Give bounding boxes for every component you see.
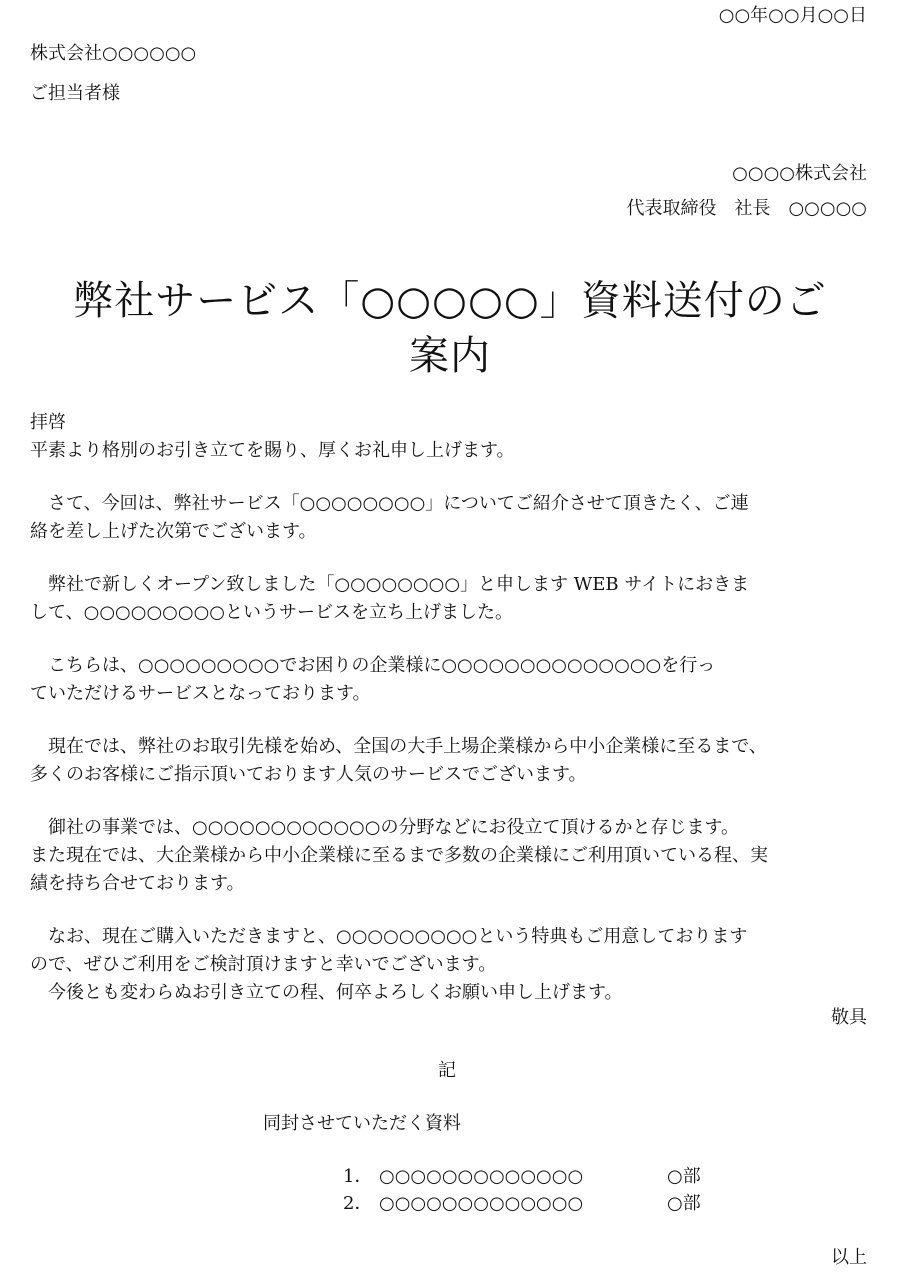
sender-company: ○○○○株式会社 bbox=[732, 163, 867, 184]
recipient-person: ご担当者様 bbox=[30, 83, 120, 104]
opening-salutation bbox=[30, 409, 872, 465]
paragraph-line: なお、現在ご購入いただきますと、○○○○○○○○○という特典もご用意しております bbox=[30, 926, 748, 947]
opening-greeting: 平素より格別のお引き立てを賜り、厚くお礼申し上げます。 bbox=[30, 440, 515, 461]
paragraph-line: 今後とも変わらぬお引き立ての程、何卒よろしくお願い申し上げます。 bbox=[30, 982, 623, 1003]
paragraph-4 bbox=[30, 733, 872, 789]
sender-representative: 代表取締役 社長 ○○○○○ bbox=[626, 198, 867, 219]
enclosure-item-number: 1． bbox=[343, 1166, 373, 1187]
paragraph-line: ので、ぜひご利用をご検討頂けますと幸いでございます。 bbox=[30, 954, 497, 975]
paragraph-line: 多くのお客様にご指示頂いております人気のサービスでございます。 bbox=[30, 764, 587, 785]
closing-keigu: 敬具 bbox=[831, 1007, 867, 1028]
paragraph-1 bbox=[30, 490, 872, 546]
paragraph-line: 現在では、弊社のお取引先様を始め、全国の大手上場企業様から中小企業様に至るまで、 bbox=[30, 736, 767, 757]
enclosure-item-quantity: ○部 bbox=[667, 1166, 701, 1187]
paragraph-line: また現在では、大企業様から中小企業様に至るまで多数の企業様にご利用頂いている程、実 bbox=[30, 845, 768, 866]
enclosure-item bbox=[343, 1163, 701, 1191]
letter-title-line1: 弊社サービス「○○○○○」資料送付のご bbox=[73, 278, 827, 324]
paragraph-line: 絡を差し上げた次第でございます。 bbox=[30, 521, 317, 542]
enclosure-item-quantity: ○部 bbox=[667, 1193, 701, 1214]
enclosure-item-name: ○○○○○○○○○○○○○ bbox=[379, 1166, 584, 1187]
letter-title-line2: 案内 bbox=[409, 333, 491, 379]
enclosure-item bbox=[343, 1190, 701, 1218]
paragraph-line: さて、今回は、弊社サービス「○○○○○○○○」についてご紹介させて頂きたく、ご連 bbox=[30, 493, 749, 514]
paragraph-line: こちらは、○○○○○○○○○でお困りの企業様に○○○○○○○○○○○○○○を行っ bbox=[30, 655, 716, 676]
enclosure-heading: 同封させていただく資料 bbox=[263, 1113, 461, 1134]
recipient-company: 株式会社○○○○○○ bbox=[30, 43, 197, 64]
paragraph-3 bbox=[30, 652, 872, 708]
paragraph-line: して、○○○○○○○○○というサービスを立ち上げました。 bbox=[30, 602, 513, 623]
letter-date: ○○年○○月○○日 bbox=[718, 5, 867, 26]
paragraph-5 bbox=[30, 814, 872, 898]
enclosure-item-name: ○○○○○○○○○○○○○ bbox=[379, 1193, 584, 1214]
end-ijou: 以上 bbox=[831, 1247, 867, 1268]
paragraph-6 bbox=[30, 923, 872, 1007]
opening-haikei: 拝啓 bbox=[30, 412, 66, 433]
paragraph-line: 御社の事業では、○○○○○○○○○○○○の分野などにお役立て頂けるかと存じます。 bbox=[30, 817, 740, 838]
paragraph-line: 弊社で新しくオープン致しました「○○○○○○○○」と申します WEB サイトにおきま bbox=[30, 574, 750, 595]
paragraph-2 bbox=[30, 571, 872, 627]
paragraph-line: ていただけるサービスとなっております。 bbox=[30, 683, 371, 704]
ki-heading: 記 bbox=[438, 1060, 456, 1081]
enclosure-item-number: 2． bbox=[343, 1193, 373, 1214]
paragraph-line: 績を持ち合せております。 bbox=[30, 873, 245, 894]
